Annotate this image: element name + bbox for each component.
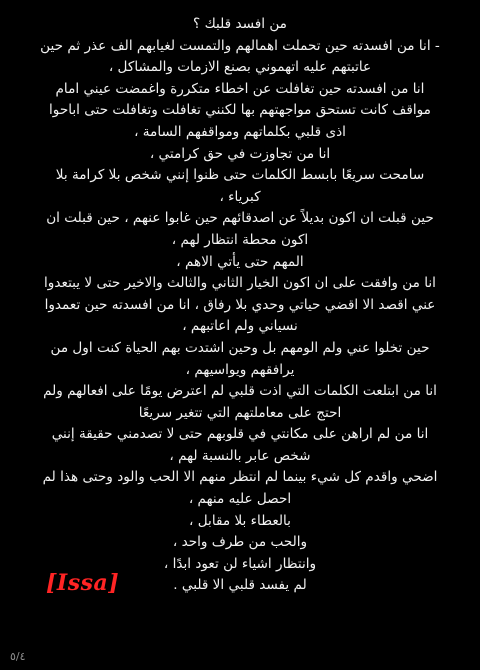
text-line: انا من افسدته حين تغافلت عن اخطاء متكررة واغمضت عيني امام — [55, 80, 425, 97]
text-line: اضحي واقدم كل شيء بينما لم انتظر منهم الا الحب والود وحتى هذا لم — [42, 469, 438, 486]
text-line: عني اقصد الا اقضي حياتي وحدي بلا رفاق ، انا من افسدته حين تعمدوا — [44, 296, 436, 313]
post-text — [8, 14, 472, 597]
text-line: انا من وافقت على ان اكون الخيار الثاني والثالث والاخير حتى لا يبتعدوا — [44, 275, 436, 292]
text-line: من افسد قلبك ؟ — [193, 16, 287, 32]
text-line: احصل عليه منهم ، — [188, 491, 292, 508]
text-line: حين قبلت ان اكون بديلاً عن اصدقائهم حين غابوا عنهم ، حين قبلت ان — [46, 210, 434, 227]
text-line: اكون محطة انتظار لهم ، — [171, 231, 309, 248]
text-line: مواقف كانت تستحق مواجهتهم بها لكنني تغافلت وتغافلت حتى اباحوا — [49, 102, 431, 119]
text-line: سامحت سريعًا بابسط الكلمات حتى ظنوا إنني شخص بلا كرامة بلا — [55, 167, 425, 184]
text-line: والحب من طرف واحد ، — [172, 534, 308, 551]
signature: [Issa] — [46, 570, 120, 596]
signature-text: Issa — [56, 570, 109, 596]
text-line: حين تخلوا عني ولم الومهم بل وحين اشتدت بهم الحياة كنت اول من — [50, 339, 430, 356]
text-line: انا من ابتلعت الكلمات التي اذت قلبي لم اعترض يومًا على افعالهم ولم — [43, 383, 437, 400]
text-line: انا من تجاوزت في حق كرامتي ، — [149, 145, 331, 162]
text-line: نسياني ولم اعاتبهم ، — [182, 318, 298, 335]
text-line: - انا من افسدته حين تحملت اهمالهم والتمست لغيابهم الف عذر ثم حين — [40, 37, 440, 54]
text-line: يرافقهم ويواسيهم ، — [185, 361, 295, 378]
text-line: عاتبتهم عليه اتهموني بصنع الازمات والمشاكل ، — [108, 59, 372, 76]
text-line: بالعطاء بلا مقابل ، — [189, 512, 291, 529]
text-line: احتج على معاملتهم التي تتغير سريعًا — [138, 404, 342, 421]
text-line: المهم حتى يأتي الاهم ، — [176, 253, 304, 270]
text-line: شخص عابر بالنسبة لهم ، — [169, 447, 311, 464]
page-counter: ٥/٤ — [10, 650, 26, 663]
text-line: لم يفسد قلبي الا قلبي . — [173, 577, 307, 594]
text-line: وانتظار اشياء لن تعود ابدًا ، — [163, 555, 317, 572]
text-line: كبرياء ، — [219, 188, 261, 205]
text-line: انا من لم اراهن على مكانتي في قلوبهم حتى لا تصدمني حقيقة إنني — [51, 426, 429, 443]
text-line: اذى قلبي بكلماتهم ومواقفهم السامة ، — [134, 123, 346, 140]
